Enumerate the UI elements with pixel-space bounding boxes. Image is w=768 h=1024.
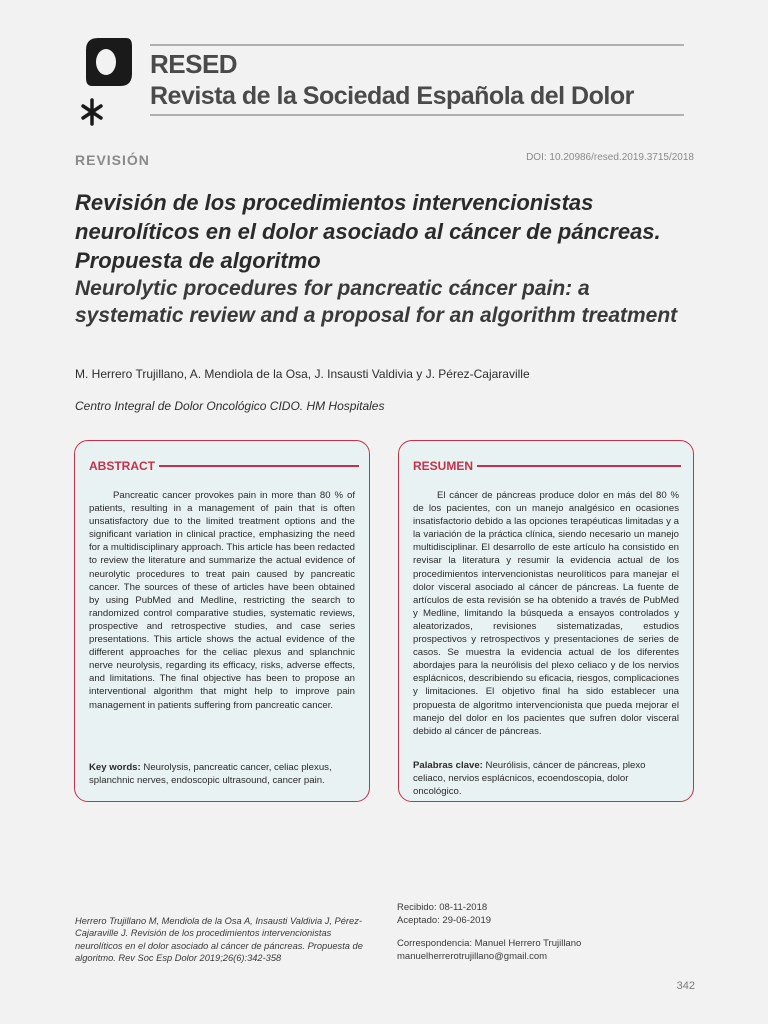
abstract-keywords-label: Key words: [89, 762, 141, 773]
abstract-heading-rule [159, 465, 359, 467]
resumen-keywords-text: Neurólisis, cáncer de páncreas, plexo celiaco, nervios esplácnicos, ecoendoscopia, dolor oncológico. [413, 760, 646, 798]
resumen-keywords-label: Palabras clave: [413, 760, 483, 771]
resumen-heading-rule [477, 465, 681, 467]
header-rule-bottom [150, 114, 684, 116]
abstract-box [74, 440, 370, 802]
affiliation: Centro Integral de Dolor Oncológico CIDO. HM Hospitales [75, 399, 385, 413]
page-number: 342 [676, 980, 695, 992]
correspondence: Correspondencia: Manuel Herrero Trujillano [397, 938, 582, 949]
citation: Herrero Trujillano M, Mendiola de la Osa A, Insausti Valdivia J, Pérez-Cajaraville J. Revisión de los procedimientos intervencionistas neurolíticos en el dolor asociado al cáncer de páncreas. Propuesta de algoritmo. Rev Soc Esp Dolor 2019;26(6):342-358 [75, 916, 363, 964]
abstract-keywords-text: Neurolysis, pancreatic cancer, celiac plexus, splanchnic nerves, endoscopic ultrasound, cancer pain. [89, 762, 332, 787]
article-meta [397, 902, 581, 963]
authors: M. Herrero Trujillano, A. Mendiola de la Osa, J. Insausti Valdivia y J. Pérez-Cajaraville [75, 367, 530, 381]
header-rule-top [150, 44, 684, 46]
received-date: Recibido: 08-11-2018 [397, 902, 488, 913]
resumen-heading-label: RESUMEN [413, 459, 474, 473]
section-label: REVISIÓN [75, 152, 150, 168]
correspondence-email: manuelherrerotrujillano@gmail.com [397, 950, 548, 962]
title-english: Neurolytic procedures for pancreatic cáncer pain: a systematic review and a proposal for an algorithm treatment [75, 277, 678, 327]
doi: DOI: 10.20986/resed.2019.3715/2018 [526, 152, 694, 163]
resumen-text: El cáncer de páncreas produce dolor en más del 80 % de los pacientes, con un manejo analgésico en ocasiones insatisfactorio debido a las opciones terapéuticas limitadas y a la variación de la práctica clínica, siendo necesario un manejo multidisciplinar. El desarrollo de este artículo ha consistido en revisar la literatura y resumir la evidencia actual de los procedimientos intervencionistas neurolíticos para manejar el dolor visceral asociado al cáncer de páncreas. La fuente de artículos de esta revisión se ha obtenido a través de PubMed y Medline, limitando la búsqueda a ensayos controlados y aleatorizados, revisiones sistematizadas, estudios prospectivos y retrospectivos y presentaciones de series de casos. Se muestra la evidencia actual de los diferentes abordajes para la neurólisis del plexo celiaco y de los nervios esplácnicos, describiendo su eficacia, riesgos, complicaciones y limitaciones. El objetivo final ha sido establecer una propuesta de algoritmo intervencionista que pueda mejorar el manejo del dolor en los pacientes que sufren dolor visceral debido al cáncer de páncreas. [413, 490, 679, 737]
resumen-keywords [413, 759, 679, 798]
title-spanish: Revisión de los procedimientos intervencionistas neurolíticos en el dolor asociado al cáncer de páncreas. Propuesta de algoritmo [75, 190, 661, 273]
resumen-box [398, 440, 694, 802]
journal-acronym: RESED [150, 49, 238, 79]
abstract-keywords [89, 761, 355, 787]
journal-logo-icon [80, 32, 136, 132]
journal-name: Revista de la Sociedad Española del Dolor [150, 82, 634, 110]
abstract-heading [89, 457, 355, 475]
abstract-heading-label: ABSTRACT [89, 459, 155, 473]
abstract-text: Pancreatic cancer provokes pain in more than 80 % of patients, resulting in a management of pain that is often unsatisfactory due to the limited treatment options and the significant variation in clinical practice, emphasizing the need for a multidisciplinary approach. This article has been redacted to review the literature and summarize the actual evidence of neurolytic procedures to treat pain caused by pancreatic cancer. The sources of these of articles have been obtained by using PubMed and Medline, restricting the search to randomized control comparative studies, systematic reviews, prospective and retrospective studies, and case series presentations. This article shows the actual evidence of the different approaches for the celiac plexus and splanchnic nerve neurolysis, regarding its efficacy, risks, adverse effects, and limitations. The final objective has been to propose an interventional algorithm that might help to improve pain management in patients suffering from pancreatic cancer. [89, 490, 355, 711]
accepted-date: Aceptado: 29-06-2019 [397, 914, 492, 926]
resumen-heading [413, 457, 679, 475]
